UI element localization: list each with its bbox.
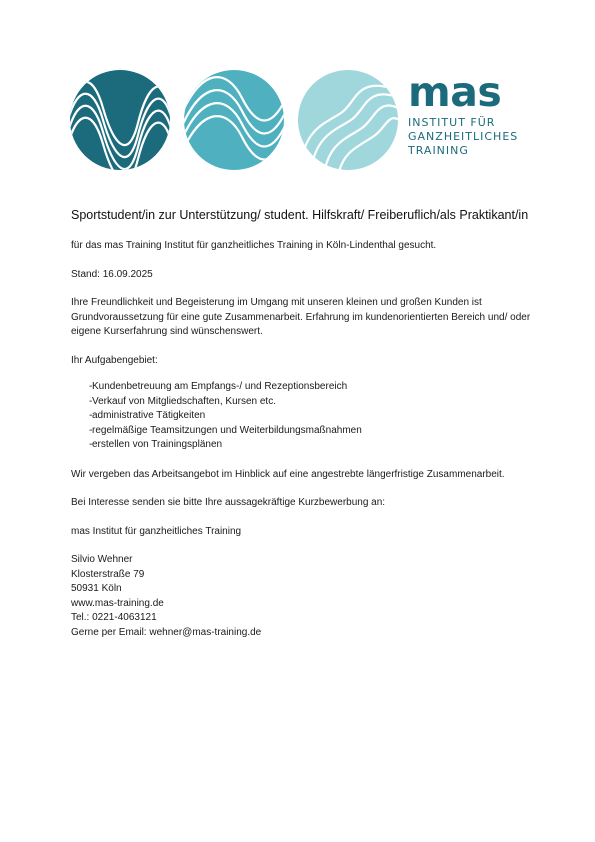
contact-city: 50931 Köln (71, 583, 122, 594)
contact-phone: Tel.: 0221-4063121 (71, 612, 157, 623)
description-text: Ihre Freundlichkeit und Begeisterung im Umgang mit unseren kleinen und großen Kunden ist Grundvoraussetzung für eine gute Zusammenarbeit. Erfahrung im kundenorientierten Bereich und/ oder eigene Kurserfahrung sind wünschenswert. (71, 297, 531, 337)
date-text: Stand: 16.09.2025 (71, 268, 153, 280)
contact-web[interactable]: www.mas-training.de (71, 597, 164, 609)
wordmark-line-1: INSTITUT FÜR (408, 116, 496, 129)
list-item: - Kundenbetreuung am Empfangs-/ und Rezeptionsbereich (71, 380, 531, 395)
contact-email[interactable]: Gerne per Email: wehner@mas-training.de (71, 626, 262, 638)
logo (68, 68, 528, 172)
wave-circle-dark-icon (68, 68, 172, 172)
contact-name: Silvio Wehner (71, 554, 133, 565)
wordmark-name: mas (408, 68, 502, 116)
document-body (71, 207, 531, 640)
wave-circle-mid-icon (182, 68, 286, 172)
offer-text: Wir vergeben das Arbeitsangebot im Hinblick auf eine angestrebte längerfristige Zusammenarbeit. (71, 468, 505, 480)
wordmark-line-3: TRAINING (408, 144, 469, 157)
wordmark-line-2: GANZHEITLICHES (408, 130, 519, 143)
list-item: - Verkauf von Mitgliedschaften, Kursen etc. (71, 395, 531, 410)
task-list (71, 380, 531, 453)
contact-address (71, 553, 531, 640)
apply-text: Bei Interesse senden sie bitte Ihre aussagekräftige Kurzbewerbung an: (71, 497, 386, 508)
intro-text: für das mas Training Institut für ganzheitliches Training in Köln-Lindenthal gesucht. (71, 240, 437, 251)
tasks-heading: Ihr Aufgabengebiet: (71, 354, 158, 366)
list-item: - regelmäßige Teamsitzungen und Weiterbildungsmaßnahmen (71, 424, 531, 439)
job-title: Sportstudent/in zur Unterstützung/ student. Hilfskraft/ Freiberuflich/als Praktikant/in (71, 208, 529, 222)
list-item: - erstellen von Trainingsplänen (71, 438, 531, 453)
wave-circle-light-icon (296, 68, 400, 172)
list-item: - administrative Tätigkeiten (71, 409, 531, 424)
contact-street: Klosterstraße 79 (71, 568, 145, 580)
wordmark (408, 68, 538, 158)
org-name: mas Institut für ganzheitliches Training (71, 525, 242, 537)
